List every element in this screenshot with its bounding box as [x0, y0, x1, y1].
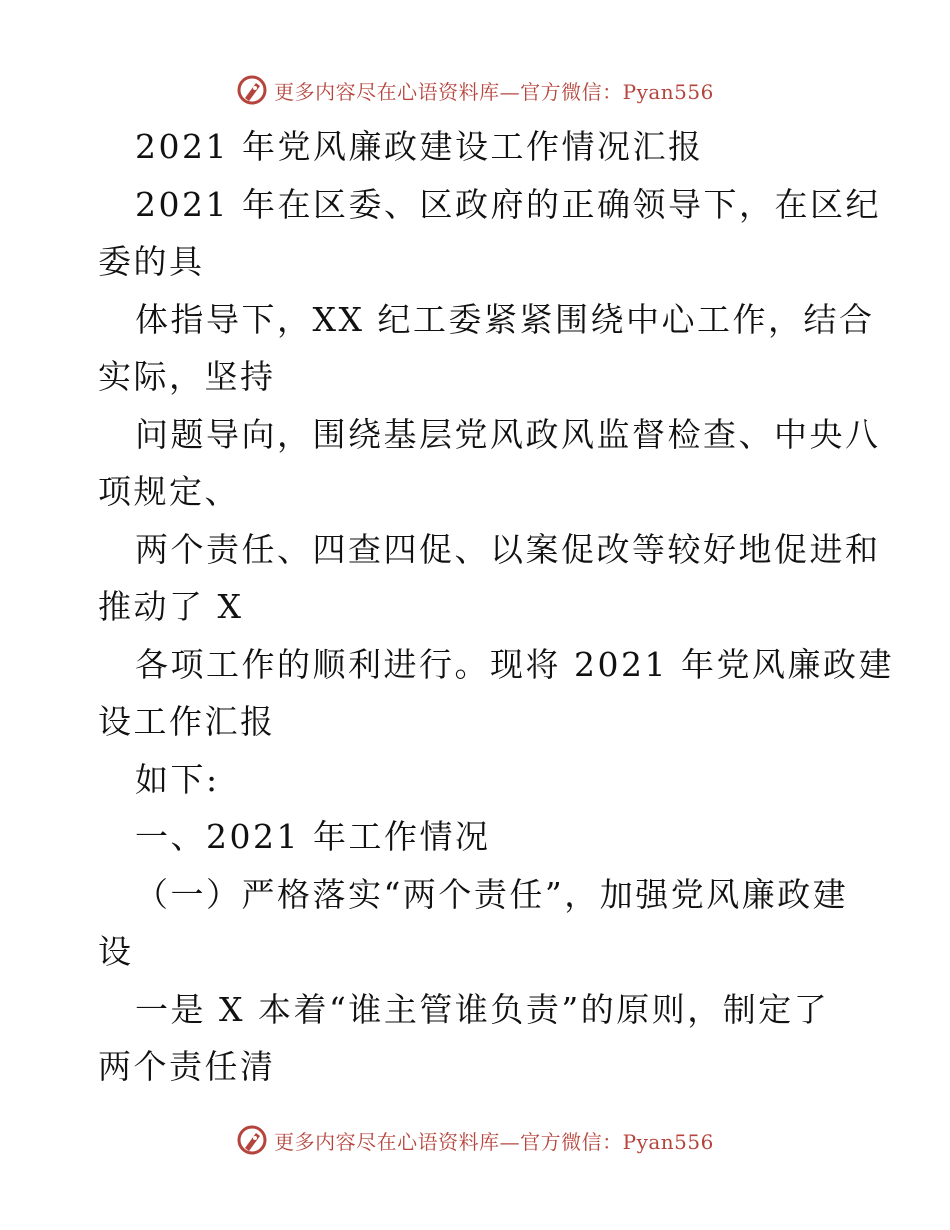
doc-line: 如下: [135, 759, 220, 799]
doc-line: 一是 X 本着“谁主管谁负责”的原则，制定了 [135, 989, 830, 1029]
doc-line: （一）严格落实“两个责任”，加强党风廉政建 [135, 874, 849, 914]
watermark-text: 更多内容尽在心语资料库—官方微信：Pyan556 [274, 1129, 714, 1154]
pen-nib-logo-icon [236, 1124, 268, 1156]
doc-line: 实际，坚持 [98, 357, 276, 396]
doc-line: 各项工作的顺利进行。现将 2021 年党风廉政建 [135, 644, 894, 684]
doc-line: 体指导下，XX 纪工委紧紧围绕中心工作，结合 [135, 299, 875, 339]
doc-line: 2021 年在区委、区政府的正确领导下，在区纪 [135, 184, 881, 224]
document-body [98, 118, 894, 1096]
doc-line: 项规定、 [98, 472, 240, 511]
watermark-footer [0, 1120, 950, 1160]
doc-line: 委的具 [98, 242, 205, 281]
watermark-header [0, 70, 950, 110]
doc-line: 两个责任、四查四促、以案促改等较好地促进和 [135, 529, 881, 569]
doc-line: 设 [98, 932, 134, 971]
watermark-text: 更多内容尽在心语资料库—官方微信：Pyan556 [274, 79, 714, 104]
doc-line: 问题导向，围绕基层党风政风监督检查、中央八 [135, 414, 881, 454]
pen-nib-logo-icon [236, 74, 268, 106]
doc-line: 推动了 X [98, 587, 244, 626]
doc-line: 两个责任清 [98, 1047, 276, 1086]
doc-line: 设工作汇报 [98, 702, 276, 741]
doc-line: 2021 年党风廉政建设工作情况汇报 [135, 127, 704, 166]
doc-line: 一、2021 年工作情况 [135, 817, 491, 856]
